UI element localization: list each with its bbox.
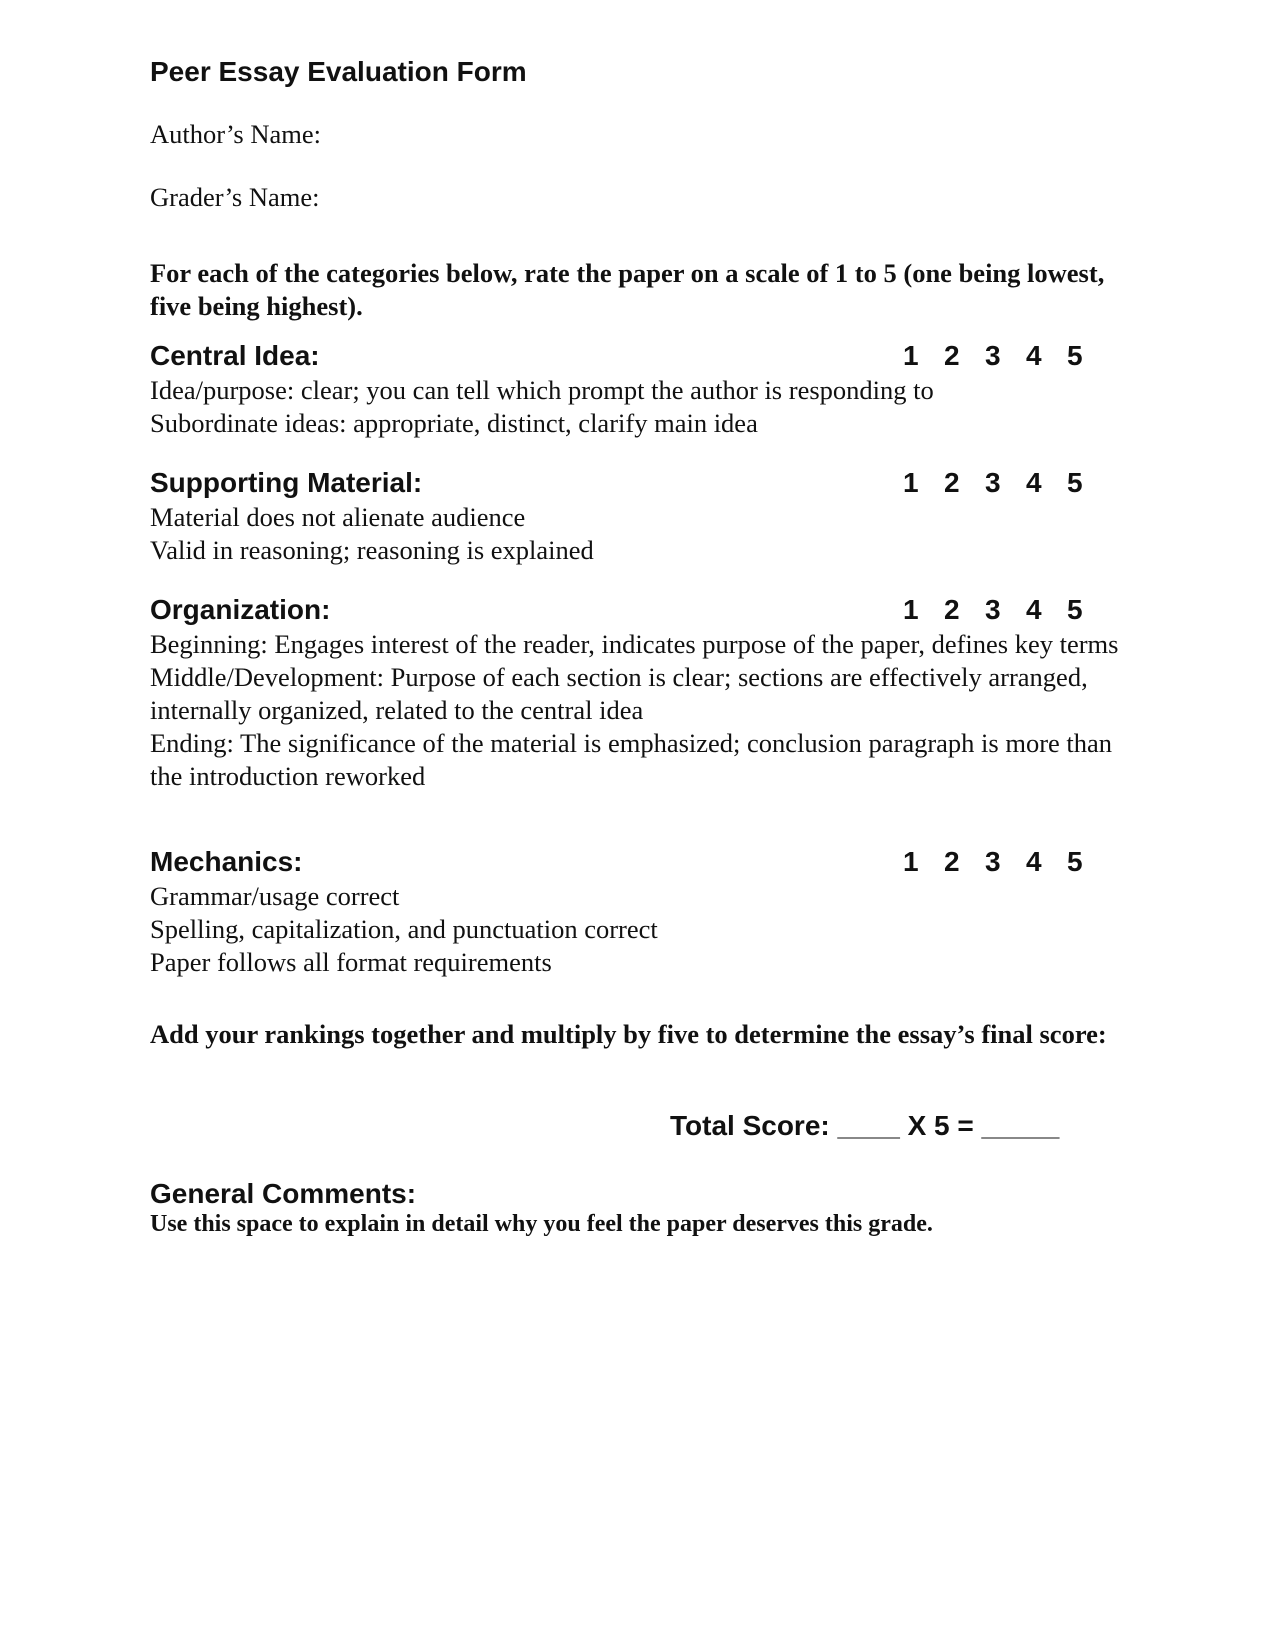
rating-scale: [903, 846, 1108, 878]
rating-option-3: 3: [985, 340, 1001, 371]
criteria-list: [150, 880, 1130, 979]
comments-instruction: Use this space to explain in detail why you feel the paper deserves this grade.: [150, 1211, 933, 1237]
rating-scale: [903, 340, 1108, 372]
criterion: Grammar/usage correct: [150, 881, 400, 911]
rating-option-5: 5: [1067, 846, 1083, 877]
rating-option-5: 5: [1067, 340, 1083, 371]
rating-option-4: 4: [1026, 846, 1042, 877]
criteria-list: [150, 374, 1130, 440]
grader-name-label: Grader’s Name:: [150, 182, 320, 212]
rating-instructions: For each of the categories below, rate the paper on a scale of 1 to 5 (one being lowest, five being highest).: [150, 258, 1105, 321]
section-title: Mechanics:: [150, 846, 303, 877]
criterion: Idea/purpose: clear; you can tell which prompt the author is responding to: [150, 375, 934, 405]
rating-scale: [903, 467, 1108, 499]
rating-option-2: 2: [944, 594, 960, 625]
section-title: Central Idea:: [150, 340, 320, 371]
rating-scale: [903, 594, 1108, 626]
section-supporting-material: [150, 467, 1130, 567]
rating-option-4: 4: [1026, 594, 1042, 625]
rating-option-2: 2: [944, 467, 960, 498]
criterion: Subordinate ideas: appropriate, distinct, clarify main idea: [150, 408, 758, 438]
rating-option-5: 5: [1067, 467, 1083, 498]
rating-option-3: 3: [985, 594, 1001, 625]
section-title: Organization:: [150, 594, 331, 625]
criterion: Middle/Development: Purpose of each section is clear; sections are effectively arranged, internally organized, related to the central idea: [150, 662, 1088, 725]
section-mechanics: [150, 846, 1130, 979]
rating-option-1: 1: [903, 594, 919, 625]
rating-option-4: 4: [1026, 467, 1042, 498]
comments-heading: General Comments:: [150, 1178, 417, 1209]
criterion: Ending: The significance of the material is emphasized; conclusion paragraph is more than the introduction reworked: [150, 728, 1113, 791]
rating-option-2: 2: [944, 340, 960, 371]
section-organization: [150, 594, 1130, 793]
rating-option-1: 1: [903, 467, 919, 498]
rating-option-3: 3: [985, 846, 1001, 877]
scoring-instruction: Add your rankings together and multiply by five to determine the essay’s final score:: [150, 1019, 1107, 1049]
criteria-list: [150, 628, 1130, 793]
rating-option-4: 4: [1026, 340, 1042, 371]
section-central-idea: [150, 340, 1130, 440]
criterion: Beginning: Engages interest of the reader, indicates purpose of the paper, defines key terms: [150, 629, 1119, 659]
rating-option-1: 1: [903, 846, 919, 877]
section-title: Supporting Material:: [150, 467, 423, 498]
criterion: Valid in reasoning; reasoning is explained: [150, 535, 594, 565]
rating-option-3: 3: [985, 467, 1001, 498]
author-name-label: Author’s Name:: [150, 119, 321, 149]
criteria-list: [150, 501, 1130, 567]
criterion: Paper follows all format requirements: [150, 947, 552, 977]
form-title: Peer Essay Evaluation Form: [150, 56, 527, 87]
criterion: Material does not alienate audience: [150, 502, 526, 532]
total-score-line: Total Score: ____ X 5 = _____: [670, 1110, 1060, 1141]
rating-option-5: 5: [1067, 594, 1083, 625]
rating-option-1: 1: [903, 340, 919, 371]
rating-option-2: 2: [944, 846, 960, 877]
criterion: Spelling, capitalization, and punctuation correct: [150, 914, 658, 944]
